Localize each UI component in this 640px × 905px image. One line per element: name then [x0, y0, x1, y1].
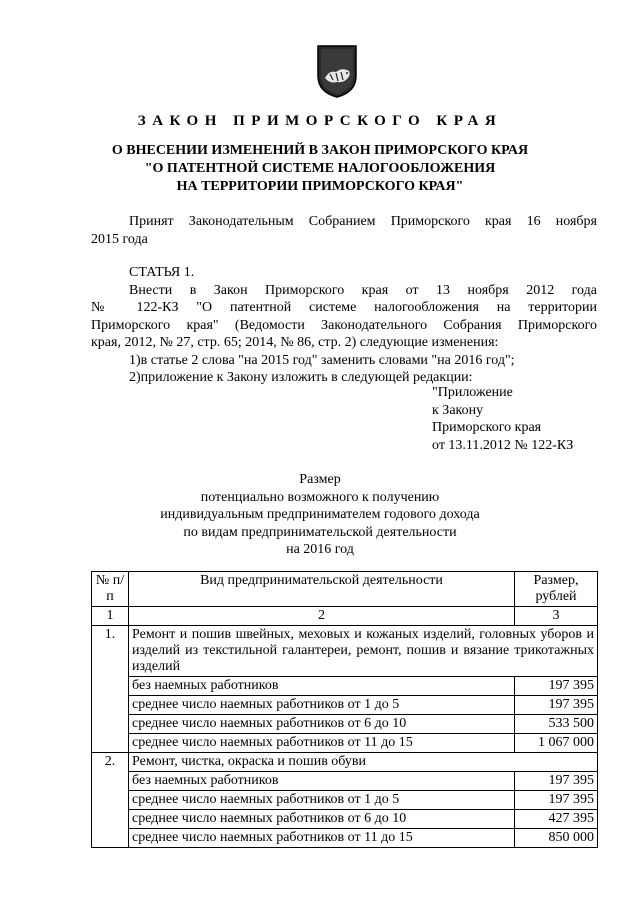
- row-label: среднее число наемных работников от 11 до 15: [129, 829, 515, 848]
- article-line: № 122-КЗ "О патентной системе налогообложения на территории: [91, 300, 597, 315]
- adoption-paragraph: [91, 213, 597, 248]
- appendix-reference: [432, 384, 573, 454]
- row-label: без наемных работников: [129, 772, 515, 791]
- law-title: ЗАКОН ПРИМОРСКОГО КРАЯ: [137, 113, 503, 129]
- table-index-row: [92, 607, 598, 626]
- row-label: среднее число наемных работников от 6 до 10: [129, 715, 515, 734]
- size-title: [0, 471, 640, 559]
- size-title-line: Размер: [299, 472, 341, 487]
- row-value: 197 395: [515, 791, 598, 810]
- row-value: 427 395: [515, 810, 598, 829]
- table-row: [92, 696, 598, 715]
- index-cell: 1: [92, 607, 129, 626]
- income-table: [91, 571, 598, 848]
- article-1: [91, 264, 597, 387]
- appendix-line: к Закону: [432, 402, 484, 418]
- coat-of-arms-icon: [316, 44, 358, 98]
- appendix-line: "Приложение: [432, 385, 513, 400]
- table-row: [92, 810, 598, 829]
- size-title-line: по видам предпринимательской деятельности: [183, 524, 457, 540]
- size-title-line: потенциально возможного к получению: [200, 489, 440, 505]
- header-size: Размер, рублей: [515, 572, 598, 607]
- size-title-line: индивидуальным предпринимателем годового дохода: [160, 507, 480, 522]
- section-number: 1.: [92, 626, 129, 753]
- article-item-2: 2)приложение к Закону изложить в следующей редакции:: [129, 370, 473, 385]
- table-row: [92, 677, 598, 696]
- row-label: среднее число наемных работников от 1 до 5: [129, 696, 515, 715]
- adoption-line: Принят Законодательным Собранием Приморского края 16 ноября: [129, 214, 597, 229]
- section-number: 2.: [92, 753, 129, 848]
- size-title-line: на 2016 год: [286, 542, 354, 557]
- table-section-row: [92, 753, 598, 772]
- table-row: [92, 791, 598, 810]
- row-value: 197 395: [515, 772, 598, 791]
- header-activity: Вид предпринимательской деятельности: [129, 572, 515, 607]
- article-heading: СТАТЬЯ 1.: [129, 265, 195, 280]
- article-line: Внести в Закон Приморского края от 13 ноября 2012 года: [129, 282, 597, 298]
- law-subtitle: [0, 142, 640, 196]
- appendix-line: Приморского края: [432, 420, 542, 435]
- article-line: края, 2012, № 27, стр. 65; 2014, № 86, стр. 2) следующие изменения:: [91, 335, 499, 350]
- article-line: Приморского края" (Ведомости Законодательного Собрания Приморского: [91, 317, 597, 333]
- subtitle-line: О ВНЕСЕНИИ ИЗМЕНЕНИЙ В ЗАКОН ПРИМОРСКОГО КРАЯ: [111, 143, 529, 158]
- table-row: [92, 829, 598, 848]
- table-header-row: [92, 572, 598, 607]
- section-title: Ремонт и пошив швейных, меховых и кожаных изделий, головных уборов и изделий из текстильной галантереи, ремонт, пошив и вязание трикотажных изделий: [129, 626, 598, 677]
- header-num: № п/п: [92, 572, 129, 607]
- row-value: 197 395: [515, 677, 598, 696]
- row-label: среднее число наемных работников от 6 до 10: [129, 810, 515, 829]
- table-section-row: [92, 626, 598, 677]
- row-label: среднее число наемных работников от 1 до 5: [129, 791, 515, 810]
- subtitle-line: "О ПАТЕНТНОЙ СИСТЕМЕ НАЛОГООБЛОЖЕНИЯ: [144, 161, 496, 176]
- row-label: без наемных работников: [129, 677, 515, 696]
- row-value: 533 500: [515, 715, 598, 734]
- row-label: среднее число наемных работников от 11 до 15: [129, 734, 515, 753]
- subtitle-line: НА ТЕРРИТОРИИ ПРИМОРСКОГО КРАЯ": [176, 179, 464, 194]
- adoption-line: 2015 года: [91, 231, 148, 247]
- row-value: 850 000: [515, 829, 598, 848]
- row-value: 1 067 000: [515, 734, 598, 753]
- table-row: [92, 734, 598, 753]
- index-cell: 3: [515, 607, 598, 626]
- section-title: Ремонт, чистка, окраска и пошив обуви: [129, 753, 598, 772]
- article-item-1: 1)в статье 2 слова "на 2015 год" заменить словами "на 2016 год";: [129, 352, 515, 368]
- table-row: [92, 715, 598, 734]
- appendix-line: от 13.11.2012 № 122-КЗ: [432, 437, 574, 453]
- row-value: 197 395: [515, 696, 598, 715]
- index-cell: 2: [129, 607, 515, 626]
- table-row: [92, 772, 598, 791]
